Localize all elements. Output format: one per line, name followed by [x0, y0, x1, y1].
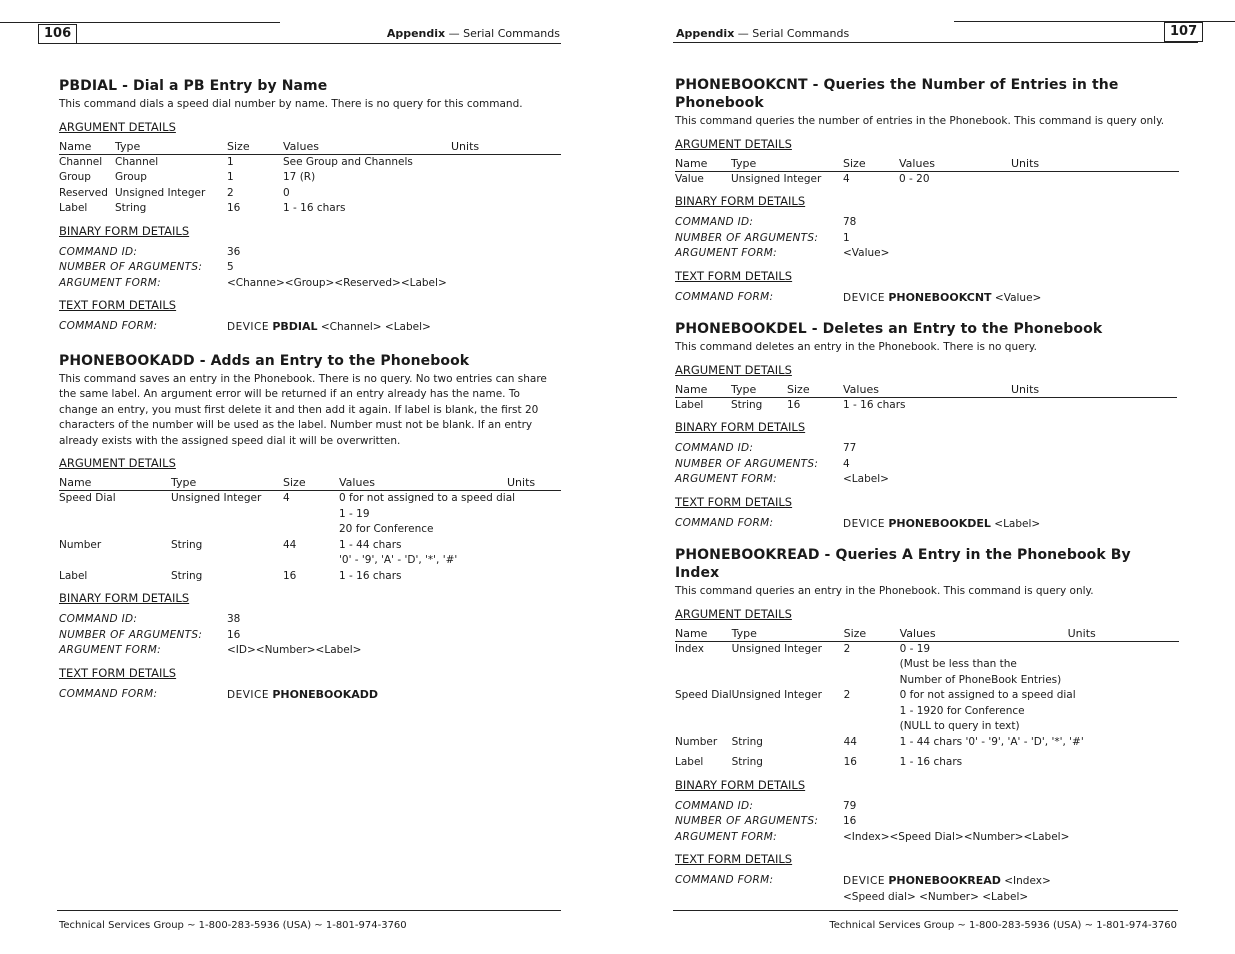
command-section-pbdial [59, 77, 561, 336]
footer-rule [673, 910, 1178, 911]
cell-size: 1 [227, 155, 234, 168]
command-name: PHONEBOOKCNT [888, 290, 992, 304]
device-keyword: DEVICE [843, 517, 885, 530]
cell-values: See Group and Channels [283, 155, 413, 168]
cell-values: 0 - 19 (Must be less than the Number of PhoneBook Entries) [899, 642, 1062, 686]
command-form: COMMAND FORM: DEVICE PHONEBOOKDEL <Label> [675, 516, 1041, 530]
command-section-phonebookadd [59, 352, 561, 704]
command-form-label: COMMAND FORM [59, 687, 154, 700]
arg-form-label: ARGUMENT FORM [59, 644, 158, 656]
cell-size: 4 [843, 172, 850, 185]
num-args-label: NUMBER OF ARGUMENTS [59, 628, 199, 641]
col-type: Type [732, 627, 844, 642]
table-row [675, 735, 1179, 756]
cell-values: 1 - 16 chars [339, 569, 402, 582]
col-name: Name [59, 476, 171, 491]
cell-values: 0 for not assigned to a speed dial 1 - 1920 for Conference (NULL to query in text) [899, 689, 1076, 732]
table-row [675, 171, 1179, 187]
arg-form-value: <Channe><Group><Reserved><Label> [227, 276, 447, 289]
section-title: PHONEBOOKADD - Adds an Entry to the Phonebook [59, 352, 470, 369]
cell-type: String [171, 538, 203, 551]
col-name: Name [675, 383, 731, 398]
argument-table [675, 157, 1179, 188]
command-form-label: COMMAND FORM [675, 874, 770, 886]
cell-type: String [731, 756, 763, 768]
command-id-label: COMMAND ID [675, 442, 750, 454]
footer-text: Technical Services Group ~ 1-800-283-5936 (USA) ~ 1-801-974-3760 [59, 920, 407, 931]
footer-rule [57, 910, 561, 911]
col-type: Type [731, 157, 843, 172]
binary-form-heading: BINARY FORM DETAILS [675, 194, 806, 208]
num-args-value: 1 [843, 231, 850, 244]
device-keyword: DEVICE [843, 291, 885, 304]
command-args-line2: <Speed dial> <Number> <Label> [843, 890, 1029, 903]
running-header: Appendix — Serial Commands [386, 27, 560, 40]
cell-name: Label [59, 202, 88, 214]
device-keyword: DEVICE [227, 688, 269, 701]
cell-type: Unsigned Integer [171, 492, 262, 504]
col-units: Units [1068, 627, 1179, 642]
section-description: This command queries the number of entries in the Phonebook. This command is query only. [675, 115, 1165, 127]
table-row [675, 688, 1179, 735]
cell-size: 16 [227, 202, 241, 214]
num-args-label: NUMBER OF ARGUMENTS [675, 231, 815, 244]
binary-form-heading: BINARY FORM DETAILS [59, 223, 190, 238]
num-args-label: NUMBER OF ARGUMENTS [675, 815, 815, 827]
table-row [675, 641, 1179, 688]
page-number: 106 [38, 24, 77, 44]
arg-form-label: ARGUMENT FORM [675, 473, 774, 485]
cell-name: Value [675, 172, 704, 185]
argument-details-heading: ARGUMENT DETAILS [675, 606, 792, 621]
section-description: This command saves an entry in the Phonebook. There is no query. No two entries can share the same label. An argument error will be returned if an entry already has the name. To change an entry, you must first delete it and then add it again. If label is blank, the first 20 characters of the number will be used as the label. Number must not be blank. If an entry already exists with the assigned speed dial it will be overwritten. [59, 372, 547, 447]
cell-type: String [731, 735, 763, 748]
text-form-heading: TEXT FORM DETAILS [59, 665, 177, 680]
section-title: PHONEBOOKREAD - Queries A Entry in the Phonebook By Index [675, 547, 1131, 581]
cell-type: Unsigned Integer [731, 642, 822, 655]
device-keyword: DEVICE [227, 321, 269, 333]
left-content [59, 77, 561, 713]
binary-form-details: COMMAND ID: 36 NUMBER OF ARGUMENTS: 5 ARGUMENT FORM: <Channe><Group><Reserved><Label> [59, 245, 561, 292]
command-args: <Channel> <Label> [320, 321, 431, 333]
col-values: Values [900, 627, 1068, 642]
section-description: This command queries an entry in the Phonebook. This command is query only. [675, 585, 1094, 597]
cell-size: 44 [843, 735, 857, 748]
command-id-label: COMMAND ID [675, 799, 750, 812]
command-name: PHONEBOOKREAD [888, 874, 1001, 887]
col-values: Values [339, 476, 507, 491]
table-row [59, 538, 561, 569]
num-args-value: 4 [843, 457, 850, 470]
binary-form-details: COMMAND ID: 79 NUMBER OF ARGUMENTS: 16 ARGUMENT FORM: <Index><Speed Dial><Number><Label> [675, 799, 1179, 846]
col-size: Size [844, 627, 900, 642]
table-row [59, 186, 561, 202]
col-values: Values [843, 383, 1011, 398]
cell-size: 16 [843, 756, 857, 768]
cell-size: 1 [227, 171, 234, 183]
table-row [59, 170, 561, 186]
argument-table [59, 140, 561, 217]
cell-name: Label [675, 756, 704, 768]
cell-values: 1 - 16 chars [283, 202, 346, 214]
command-name: PHONEBOOKADD [272, 687, 379, 701]
text-form-heading: TEXT FORM DETAILS [675, 268, 793, 283]
command-section-phonebookread [675, 546, 1179, 905]
text-form-heading: TEXT FORM DETAILS [675, 494, 793, 509]
col-units: Units [1011, 383, 1177, 398]
command-args: <Value> [994, 291, 1042, 304]
num-args-value: 16 [227, 628, 241, 641]
table-row [59, 569, 561, 585]
cell-name: Group [59, 171, 91, 183]
section-title: PHONEBOOKCNT - Queries the Number of Entries in the Phonebook [675, 77, 1119, 111]
section-title: PBDIAL - Dial a PB Entry by Name [59, 78, 328, 94]
binary-form-details: COMMAND ID: 38 NUMBER OF ARGUMENTS: 16 ARGUMENT FORM: <ID><Number><Label> [59, 612, 561, 659]
cell-name: Speed Dial [59, 492, 116, 504]
command-form: COMMAND FORM: DEVICE PBDIAL <Channel> <Label> [59, 320, 431, 333]
cell-type: Channel [115, 155, 159, 168]
cell-values: 17 (R) [283, 171, 316, 183]
binary-form-heading: BINARY FORM DETAILS [675, 420, 806, 434]
command-id-label: COMMAND ID [59, 245, 134, 258]
command-id-value: 78 [843, 216, 857, 228]
num-args-value: 16 [843, 815, 857, 827]
col-name: Name [59, 140, 115, 155]
cell-size: 2 [843, 642, 851, 655]
cell-size: 16 [283, 569, 297, 582]
binary-form-details: COMMAND ID: 78 NUMBER OF ARGUMENTS: 1 ARGUMENT FORM: <Value> [675, 215, 1179, 262]
command-form: COMMAND FORM: DEVICE PHONEBOOKREAD <Index> <Speed dial> <Number> <Label> [675, 874, 1051, 903]
col-units: Units [507, 476, 561, 491]
table-row [675, 755, 1179, 771]
command-id-value: 77 [843, 442, 857, 454]
cell-name: Number [59, 538, 102, 551]
command-section-phonebookcnt [675, 76, 1179, 306]
cell-size: 16 [787, 398, 801, 411]
col-name: Name [675, 157, 731, 172]
col-size: Size [227, 140, 283, 155]
cell-name: Index [675, 642, 704, 655]
cell-type: String [115, 202, 147, 214]
col-type: Type [115, 140, 227, 155]
command-form-label: COMMAND FORM [59, 320, 154, 332]
command-name: PHONEBOOKDEL [888, 516, 991, 530]
section-description: This command deletes an entry in the Phonebook. There is no query. [675, 341, 1037, 353]
cell-type: String [171, 569, 203, 582]
cell-size: 2 [843, 689, 851, 701]
text-form-heading: TEXT FORM DETAILS [675, 852, 793, 866]
table-row [59, 154, 561, 170]
col-size: Size [787, 383, 843, 398]
binary-form-details: COMMAND ID: 77 NUMBER OF ARGUMENTS: 4 ARGUMENT FORM: <Label> [675, 441, 1179, 488]
table-row [675, 397, 1177, 413]
command-id-value: 79 [843, 799, 857, 812]
cell-values: 0 [283, 186, 290, 199]
cell-name: Label [675, 398, 704, 411]
cell-values: 1 - 16 chars [843, 398, 906, 411]
cell-size: 2 [227, 186, 234, 199]
arg-form-label: ARGUMENT FORM [675, 247, 774, 259]
command-form: COMMAND FORM: DEVICE PHONEBOOKCNT <Value> [675, 290, 1042, 304]
col-units: Units [451, 140, 561, 155]
cell-values: 1 - 16 chars [899, 756, 963, 768]
cell-type: Unsigned Integer [731, 172, 822, 185]
cell-values: 1 - 44 chars '0' - '9', 'A' - 'D', '*', '#' [899, 735, 1084, 748]
command-id-value: 36 [227, 245, 241, 258]
cell-name: Number [675, 735, 718, 748]
cell-values: 0 - 20 [899, 172, 930, 185]
left-page [0, 0, 617, 954]
header-rule-lower [38, 43, 561, 44]
command-form: COMMAND FORM: DEVICE PHONEBOOKADD [59, 687, 379, 701]
arg-form-label: ARGUMENT FORM [675, 830, 774, 843]
argument-details-heading: ARGUMENT DETAILS [675, 136, 792, 151]
cell-values: 0 for not assigned to a speed dial 1 - 19 20 for Conference [339, 492, 516, 535]
cell-name: Speed Dial [675, 689, 732, 701]
col-size: Size [283, 476, 339, 491]
page-number: 107 [1164, 22, 1203, 42]
binary-form-heading: BINARY FORM DETAILS [59, 591, 190, 605]
command-args: <Label> [994, 517, 1041, 530]
col-type: Type [171, 476, 283, 491]
footer-text: Technical Services Group ~ 1-800-283-5936 (USA) ~ 1-801-974-3760 [829, 920, 1177, 931]
col-size: Size [843, 157, 899, 172]
running-header: Appendix — Serial Commands [676, 27, 850, 40]
section-title: PHONEBOOKDEL - Deletes an Entry to the Phonebook [675, 321, 1103, 337]
command-id-value: 38 [227, 613, 241, 625]
cell-type: String [731, 398, 763, 411]
col-units: Units [1011, 157, 1179, 172]
table-row [59, 201, 561, 217]
binary-form-heading: BINARY FORM DETAILS [675, 777, 806, 792]
header-rule [0, 22, 280, 23]
command-name: PBDIAL [272, 320, 318, 333]
argument-table [675, 627, 1179, 771]
text-form-heading: TEXT FORM DETAILS [59, 298, 177, 312]
cell-name: Reserved [59, 186, 108, 199]
right-content [675, 76, 1179, 915]
cell-size: 4 [283, 492, 290, 504]
command-section-phonebookdel [675, 320, 1179, 532]
arg-form-value: <Index><Speed Dial><Number><Label> [843, 830, 1070, 843]
command-id-label: COMMAND ID [675, 216, 750, 228]
col-type: Type [731, 383, 787, 398]
arg-form-value: <Label> [843, 473, 889, 485]
arg-form-value: <ID><Number><Label> [227, 644, 362, 656]
device-keyword: DEVICE [843, 875, 885, 887]
argument-details-heading: ARGUMENT DETAILS [59, 456, 176, 470]
command-form-label: COMMAND FORM [675, 290, 770, 303]
col-values: Values [899, 157, 1011, 172]
cell-name: Label [59, 569, 88, 582]
table-row [59, 491, 561, 538]
right-page [617, 0, 1235, 954]
arg-form-label: ARGUMENT FORM [59, 276, 158, 289]
col-name: Name [675, 627, 732, 642]
argument-table [59, 476, 561, 584]
num-args-label: NUMBER OF ARGUMENTS [59, 261, 199, 273]
cell-type: Unsigned Integer [115, 186, 206, 199]
argument-details-heading: ARGUMENT DETAILS [675, 362, 792, 377]
argument-table [675, 383, 1177, 414]
cell-values: 1 - 44 chars '0' - '9', 'A' - 'D', '*', '#' [339, 538, 458, 566]
command-args: <Index> [1004, 875, 1051, 887]
command-form-label: COMMAND FORM [675, 516, 770, 529]
arg-form-value: <Value> [843, 247, 890, 259]
num-args-value: 5 [227, 261, 234, 273]
col-values: Values [283, 140, 451, 155]
cell-size: 44 [283, 538, 297, 551]
command-id-label: COMMAND ID [59, 613, 134, 625]
cell-type: Unsigned Integer [731, 689, 822, 701]
header-rule-lower [673, 42, 1198, 43]
argument-details-heading: ARGUMENT DETAILS [59, 119, 176, 134]
num-args-label: NUMBER OF ARGUMENTS [675, 457, 815, 470]
cell-type: Group [115, 171, 147, 183]
cell-name: Channel [59, 155, 103, 168]
section-description: This command dials a speed dial number by name. There is no query for this command. [59, 98, 523, 110]
